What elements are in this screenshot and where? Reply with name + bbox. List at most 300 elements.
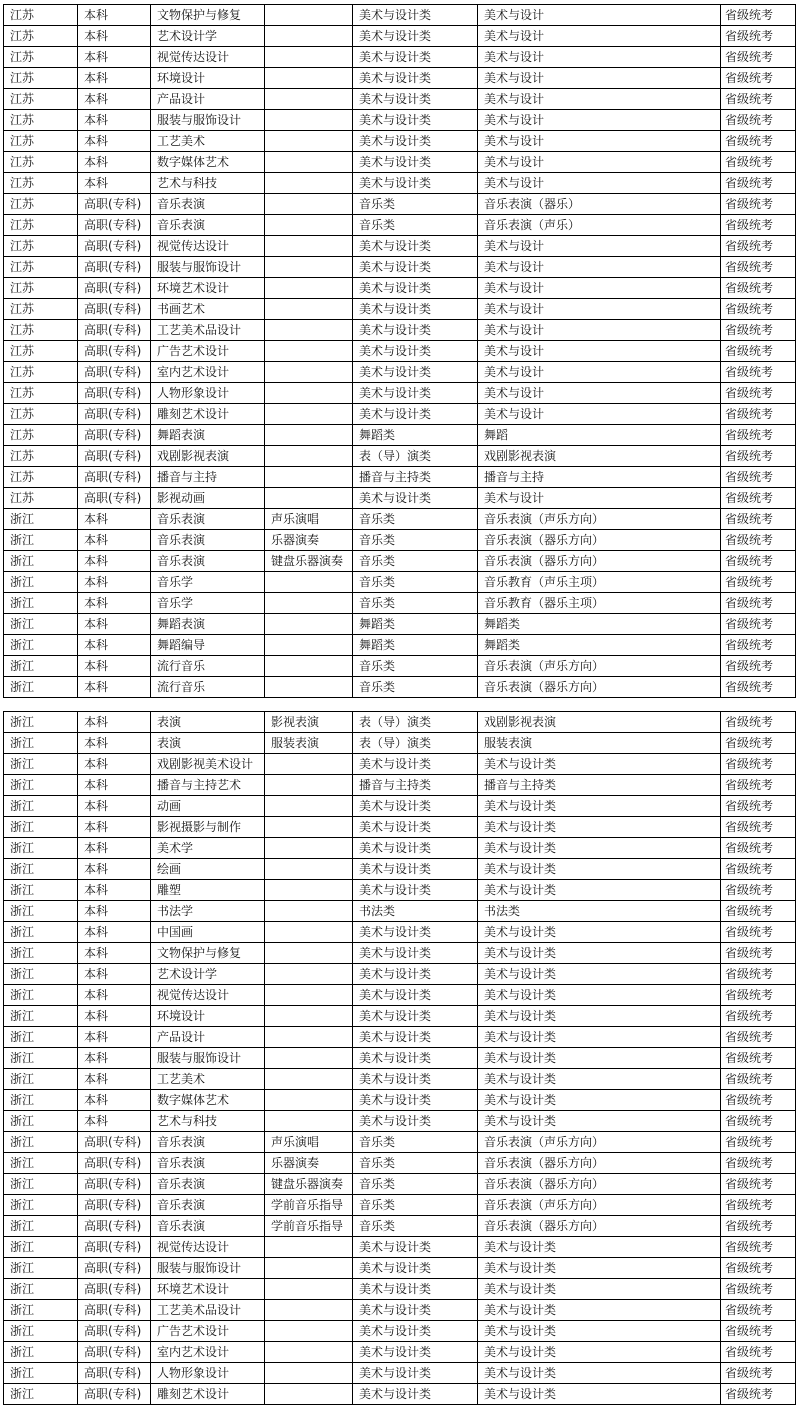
province-cell: 浙江: [4, 1069, 78, 1090]
table-row: [4, 1069, 796, 1090]
table-row: [4, 733, 796, 754]
exam-type-cell: 省级统考: [721, 89, 796, 110]
direction-cell: [265, 173, 353, 194]
exam-subject-cell: 美术与设计: [478, 152, 721, 173]
province-cell: 浙江: [4, 922, 78, 943]
exam-subject-cell: 美术与设计: [478, 173, 721, 194]
direction-cell: [265, 89, 353, 110]
table-row: [4, 509, 796, 530]
major-cell: 舞蹈表演: [151, 614, 265, 635]
category-cell: 音乐类: [353, 509, 478, 530]
direction-cell: [265, 635, 353, 656]
direction-cell: [265, 299, 353, 320]
exam-subject-cell: 美术与设计类: [478, 1090, 721, 1111]
direction-cell: [265, 838, 353, 859]
province-cell: 浙江: [4, 1363, 78, 1384]
province-cell: 江苏: [4, 299, 78, 320]
exam-type-cell: 省级统考: [721, 838, 796, 859]
level-cell: 本科: [78, 593, 151, 614]
level-cell: 高职(专科): [78, 194, 151, 215]
exam-subject-cell: 美术与设计: [478, 362, 721, 383]
direction-cell: [265, 404, 353, 425]
direction-cell: 键盘乐器演奏: [265, 1174, 353, 1195]
major-cell: 动画: [151, 796, 265, 817]
level-cell: 高职(专科): [78, 1153, 151, 1174]
table-row: [4, 446, 796, 467]
direction-cell: [265, 1384, 353, 1405]
exam-subject-cell: 美术与设计类: [478, 817, 721, 838]
major-cell: 戏剧影视美术设计: [151, 754, 265, 775]
category-cell: 美术与设计类: [353, 383, 478, 404]
category-cell: 美术与设计类: [353, 173, 478, 194]
level-cell: 高职(专科): [78, 1279, 151, 1300]
table-row: [4, 1027, 796, 1048]
exam-type-cell: 省级统考: [721, 467, 796, 488]
major-cell: 书法学: [151, 901, 265, 922]
direction-cell: [265, 985, 353, 1006]
province-cell: 江苏: [4, 5, 78, 26]
exam-type-cell: 省级统考: [721, 110, 796, 131]
province-cell: 江苏: [4, 215, 78, 236]
category-cell: 美术与设计类: [353, 859, 478, 880]
province-cell: 江苏: [4, 341, 78, 362]
exam-type-cell: 省级统考: [721, 1174, 796, 1195]
table-row: [4, 488, 796, 509]
exam-type-cell: 省级统考: [721, 362, 796, 383]
category-cell: 美术与设计类: [353, 404, 478, 425]
table-row: [4, 635, 796, 656]
direction-cell: [265, 572, 353, 593]
table-row: [4, 362, 796, 383]
province-cell: 浙江: [4, 859, 78, 880]
level-cell: 本科: [78, 880, 151, 901]
province-cell: 浙江: [4, 677, 78, 698]
level-cell: 高职(专科): [78, 1174, 151, 1195]
exam-subject-cell: 美术与设计类: [478, 754, 721, 775]
table-row: [4, 775, 796, 796]
category-cell: 音乐类: [353, 593, 478, 614]
level-cell: 本科: [78, 68, 151, 89]
direction-cell: [265, 215, 353, 236]
level-cell: 本科: [78, 754, 151, 775]
category-cell: 美术与设计类: [353, 257, 478, 278]
province-cell: 江苏: [4, 320, 78, 341]
category-cell: 美术与设计类: [353, 362, 478, 383]
exam-type-cell: 省级统考: [721, 1153, 796, 1174]
major-cell: 美术学: [151, 838, 265, 859]
major-cell: 人物形象设计: [151, 1363, 265, 1384]
category-cell: 美术与设计类: [353, 236, 478, 257]
category-cell: 美术与设计类: [353, 131, 478, 152]
category-cell: 美术与设计类: [353, 47, 478, 68]
direction-cell: [265, 194, 353, 215]
exam-type-cell: 省级统考: [721, 404, 796, 425]
province-cell: 江苏: [4, 152, 78, 173]
level-cell: 本科: [78, 47, 151, 68]
exam-subject-cell: 播音与主持类: [478, 775, 721, 796]
province-cell: 浙江: [4, 1258, 78, 1279]
province-cell: 浙江: [4, 1006, 78, 1027]
level-cell: 本科: [78, 964, 151, 985]
major-cell: 音乐表演: [151, 1195, 265, 1216]
category-cell: 美术与设计类: [353, 5, 478, 26]
province-cell: 江苏: [4, 131, 78, 152]
level-cell: 本科: [78, 1111, 151, 1132]
major-cell: 艺术与科技: [151, 1111, 265, 1132]
direction-cell: [265, 943, 353, 964]
level-cell: 本科: [78, 796, 151, 817]
exam-type-cell: 省级统考: [721, 530, 796, 551]
exam-type-cell: 省级统考: [721, 754, 796, 775]
province-cell: 浙江: [4, 901, 78, 922]
exam-subject-cell: 书法类: [478, 901, 721, 922]
table-row: [4, 964, 796, 985]
category-cell: 美术与设计类: [353, 943, 478, 964]
table-row: [4, 859, 796, 880]
province-cell: 江苏: [4, 110, 78, 131]
exam-subject-cell: 美术与设计: [478, 383, 721, 404]
exam-type-cell: 省级统考: [721, 1216, 796, 1237]
level-cell: 本科: [78, 5, 151, 26]
category-cell: 美术与设计类: [353, 320, 478, 341]
table-row: [4, 215, 796, 236]
exam-type-cell: 省级统考: [721, 1069, 796, 1090]
exam-subject-cell: 美术与设计类: [478, 1048, 721, 1069]
exam-subject-cell: 美术与设计类: [478, 1321, 721, 1342]
exam-subject-cell: 美术与设计: [478, 26, 721, 47]
table-row: [4, 901, 796, 922]
table-row: [4, 1132, 796, 1153]
level-cell: 本科: [78, 859, 151, 880]
major-cell: 音乐表演: [151, 194, 265, 215]
level-cell: 本科: [78, 530, 151, 551]
direction-cell: [265, 131, 353, 152]
direction-cell: [265, 964, 353, 985]
table-row: [4, 817, 796, 838]
exam-type-cell: 省级统考: [721, 1132, 796, 1153]
exam-type-cell: 省级统考: [721, 446, 796, 467]
exam-type-cell: 省级统考: [721, 712, 796, 733]
direction-cell: 学前音乐指导: [265, 1195, 353, 1216]
table-row: [4, 1153, 796, 1174]
exam-type-cell: 省级统考: [721, 859, 796, 880]
exam-type-cell: 省级统考: [721, 1048, 796, 1069]
direction-cell: [265, 901, 353, 922]
major-cell: 艺术与科技: [151, 173, 265, 194]
table-row: [4, 425, 796, 446]
province-cell: 浙江: [4, 1027, 78, 1048]
direction-cell: [265, 1258, 353, 1279]
exam-type-cell: 省级统考: [721, 5, 796, 26]
direction-cell: [265, 1342, 353, 1363]
category-cell: 音乐类: [353, 656, 478, 677]
province-cell: 浙江: [4, 712, 78, 733]
major-cell: 广告艺术设计: [151, 341, 265, 362]
exam-type-cell: 省级统考: [721, 1195, 796, 1216]
table-row: [4, 922, 796, 943]
exam-subject-cell: 播音与主持: [478, 467, 721, 488]
admission-table-lower: [3, 711, 796, 1405]
major-cell: 音乐学: [151, 593, 265, 614]
table-row: [4, 383, 796, 404]
category-cell: 美术与设计类: [353, 1279, 478, 1300]
level-cell: 高职(专科): [78, 425, 151, 446]
exam-subject-cell: 音乐表演（器乐）: [478, 194, 721, 215]
exam-subject-cell: 美术与设计: [478, 488, 721, 509]
exam-type-cell: 省级统考: [721, 509, 796, 530]
exam-subject-cell: 美术与设计类: [478, 1363, 721, 1384]
category-cell: 美术与设计类: [353, 1006, 478, 1027]
province-cell: 江苏: [4, 446, 78, 467]
major-cell: 工艺美术: [151, 131, 265, 152]
exam-type-cell: 省级统考: [721, 1384, 796, 1405]
exam-type-cell: 省级统考: [721, 1300, 796, 1321]
table-row: [4, 943, 796, 964]
direction-cell: [265, 236, 353, 257]
direction-cell: [265, 152, 353, 173]
level-cell: 高职(专科): [78, 1132, 151, 1153]
major-cell: 影视动画: [151, 488, 265, 509]
province-cell: 江苏: [4, 362, 78, 383]
direction-cell: [265, 383, 353, 404]
exam-subject-cell: 舞蹈类: [478, 635, 721, 656]
exam-type-cell: 省级统考: [721, 1342, 796, 1363]
exam-subject-cell: 音乐表演（器乐方向）: [478, 530, 721, 551]
table-row: [4, 341, 796, 362]
exam-type-cell: 省级统考: [721, 943, 796, 964]
exam-subject-cell: 音乐表演（器乐方向）: [478, 1216, 721, 1237]
exam-type-cell: 省级统考: [721, 635, 796, 656]
exam-subject-cell: 音乐表演（声乐方向）: [478, 1195, 721, 1216]
level-cell: 本科: [78, 89, 151, 110]
level-cell: 本科: [78, 173, 151, 194]
exam-subject-cell: 美术与设计: [478, 68, 721, 89]
direction-cell: [265, 26, 353, 47]
level-cell: 高职(专科): [78, 320, 151, 341]
category-cell: 音乐类: [353, 1195, 478, 1216]
major-cell: 广告艺术设计: [151, 1321, 265, 1342]
exam-subject-cell: 服装表演: [478, 733, 721, 754]
table-row: [4, 320, 796, 341]
table-row: [4, 1174, 796, 1195]
category-cell: 音乐类: [353, 1153, 478, 1174]
exam-type-cell: 省级统考: [721, 152, 796, 173]
exam-subject-cell: 美术与设计类: [478, 1384, 721, 1405]
exam-subject-cell: 音乐教育（声乐主项）: [478, 572, 721, 593]
category-cell: 美术与设计类: [353, 68, 478, 89]
category-cell: 美术与设计类: [353, 89, 478, 110]
category-cell: 音乐类: [353, 1216, 478, 1237]
province-cell: 浙江: [4, 964, 78, 985]
direction-cell: 服装表演: [265, 733, 353, 754]
exam-type-cell: 省级统考: [721, 1321, 796, 1342]
major-cell: 音乐表演: [151, 1174, 265, 1195]
province-cell: 浙江: [4, 1048, 78, 1069]
exam-subject-cell: 美术与设计: [478, 320, 721, 341]
table-row: [4, 1258, 796, 1279]
direction-cell: [265, 362, 353, 383]
table-row: [4, 1279, 796, 1300]
table-row: [4, 131, 796, 152]
table-row: [4, 1111, 796, 1132]
direction-cell: [265, 593, 353, 614]
major-cell: 表演: [151, 712, 265, 733]
major-cell: 服装与服饰设计: [151, 110, 265, 131]
category-cell: 美术与设计类: [353, 1321, 478, 1342]
direction-cell: [265, 68, 353, 89]
major-cell: 音乐表演: [151, 215, 265, 236]
exam-subject-cell: 音乐表演（声乐方向）: [478, 656, 721, 677]
direction-cell: 影视表演: [265, 712, 353, 733]
exam-subject-cell: 音乐表演（声乐方向）: [478, 509, 721, 530]
exam-subject-cell: 美术与设计: [478, 89, 721, 110]
major-cell: 音乐表演: [151, 1132, 265, 1153]
exam-type-cell: 省级统考: [721, 131, 796, 152]
exam-type-cell: 省级统考: [721, 614, 796, 635]
direction-cell: [265, 614, 353, 635]
major-cell: 音乐表演: [151, 551, 265, 572]
major-cell: 人物形象设计: [151, 383, 265, 404]
exam-subject-cell: 音乐表演（器乐方向）: [478, 677, 721, 698]
level-cell: 高职(专科): [78, 404, 151, 425]
exam-type-cell: 省级统考: [721, 278, 796, 299]
province-cell: 浙江: [4, 509, 78, 530]
level-cell: 高职(专科): [78, 341, 151, 362]
table-row: [4, 796, 796, 817]
province-cell: 浙江: [4, 880, 78, 901]
direction-cell: [265, 467, 353, 488]
direction-cell: [265, 47, 353, 68]
province-cell: 江苏: [4, 257, 78, 278]
major-cell: 文物保护与修复: [151, 5, 265, 26]
province-cell: 浙江: [4, 1174, 78, 1195]
level-cell: 高职(专科): [78, 1321, 151, 1342]
exam-type-cell: 省级统考: [721, 1090, 796, 1111]
exam-subject-cell: 美术与设计: [478, 341, 721, 362]
table-row: [4, 593, 796, 614]
province-cell: 浙江: [4, 943, 78, 964]
exam-subject-cell: 美术与设计类: [478, 1006, 721, 1027]
exam-type-cell: 省级统考: [721, 1111, 796, 1132]
level-cell: 本科: [78, 943, 151, 964]
level-cell: 本科: [78, 1048, 151, 1069]
province-cell: 浙江: [4, 985, 78, 1006]
direction-cell: [265, 796, 353, 817]
exam-type-cell: 省级统考: [721, 964, 796, 985]
direction-cell: [265, 1069, 353, 1090]
exam-subject-cell: 美术与设计: [478, 404, 721, 425]
province-cell: 浙江: [4, 775, 78, 796]
exam-type-cell: 省级统考: [721, 985, 796, 1006]
table-row: [4, 152, 796, 173]
category-cell: 美术与设计类: [353, 1111, 478, 1132]
category-cell: 美术与设计类: [353, 922, 478, 943]
direction-cell: [265, 1363, 353, 1384]
exam-type-cell: 省级统考: [721, 922, 796, 943]
major-cell: 服装与服饰设计: [151, 1258, 265, 1279]
major-cell: 视觉传达设计: [151, 236, 265, 257]
category-cell: 美术与设计类: [353, 1363, 478, 1384]
province-cell: 浙江: [4, 796, 78, 817]
table-row: [4, 299, 796, 320]
province-cell: 江苏: [4, 68, 78, 89]
level-cell: 本科: [78, 635, 151, 656]
major-cell: 音乐表演: [151, 1153, 265, 1174]
province-cell: 江苏: [4, 404, 78, 425]
province-cell: 浙江: [4, 572, 78, 593]
province-cell: 浙江: [4, 1279, 78, 1300]
table-row: [4, 257, 796, 278]
category-cell: 美术与设计类: [353, 964, 478, 985]
direction-cell: [265, 1321, 353, 1342]
table-row: [4, 530, 796, 551]
category-cell: 舞蹈类: [353, 635, 478, 656]
major-cell: 工艺美术: [151, 1069, 265, 1090]
exam-type-cell: 省级统考: [721, 341, 796, 362]
direction-cell: [265, 817, 353, 838]
direction-cell: [265, 341, 353, 362]
province-cell: 浙江: [4, 614, 78, 635]
exam-type-cell: 省级统考: [721, 796, 796, 817]
major-cell: 环境艺术设计: [151, 278, 265, 299]
exam-subject-cell: 美术与设计: [478, 257, 721, 278]
exam-subject-cell: 美术与设计: [478, 110, 721, 131]
major-cell: 视觉传达设计: [151, 1237, 265, 1258]
major-cell: 雕塑: [151, 880, 265, 901]
exam-type-cell: 省级统考: [721, 488, 796, 509]
province-cell: 浙江: [4, 1384, 78, 1405]
exam-type-cell: 省级统考: [721, 817, 796, 838]
province-cell: 浙江: [4, 817, 78, 838]
table-row: [4, 404, 796, 425]
level-cell: 高职(专科): [78, 299, 151, 320]
category-cell: 美术与设计类: [353, 1384, 478, 1405]
table-row: [4, 1048, 796, 1069]
direction-cell: [265, 1048, 353, 1069]
exam-subject-cell: 美术与设计类: [478, 1069, 721, 1090]
table-row: [4, 467, 796, 488]
exam-type-cell: 省级统考: [721, 901, 796, 922]
table-row: [4, 1363, 796, 1384]
table-row: [4, 572, 796, 593]
table-row: [4, 1342, 796, 1363]
exam-type-cell: 省级统考: [721, 299, 796, 320]
direction-cell: [265, 1300, 353, 1321]
major-cell: 数字媒体艺术: [151, 1090, 265, 1111]
category-cell: 音乐类: [353, 215, 478, 236]
table-row: [4, 47, 796, 68]
category-cell: 音乐类: [353, 1174, 478, 1195]
exam-type-cell: 省级统考: [721, 1258, 796, 1279]
major-cell: 书画艺术: [151, 299, 265, 320]
category-cell: 美术与设计类: [353, 1069, 478, 1090]
exam-type-cell: 省级统考: [721, 47, 796, 68]
level-cell: 本科: [78, 131, 151, 152]
category-cell: 美术与设计类: [353, 110, 478, 131]
major-cell: 文物保护与修复: [151, 943, 265, 964]
exam-type-cell: 省级统考: [721, 68, 796, 89]
table-row: [4, 1321, 796, 1342]
exam-subject-cell: 美术与设计类: [478, 1237, 721, 1258]
direction-cell: 乐器演奏: [265, 530, 353, 551]
level-cell: 高职(专科): [78, 278, 151, 299]
exam-subject-cell: 音乐教育（器乐主项）: [478, 593, 721, 614]
level-cell: 高职(专科): [78, 1216, 151, 1237]
direction-cell: [265, 425, 353, 446]
table-row: [4, 614, 796, 635]
major-cell: 音乐学: [151, 572, 265, 593]
category-cell: 美术与设计类: [353, 1048, 478, 1069]
